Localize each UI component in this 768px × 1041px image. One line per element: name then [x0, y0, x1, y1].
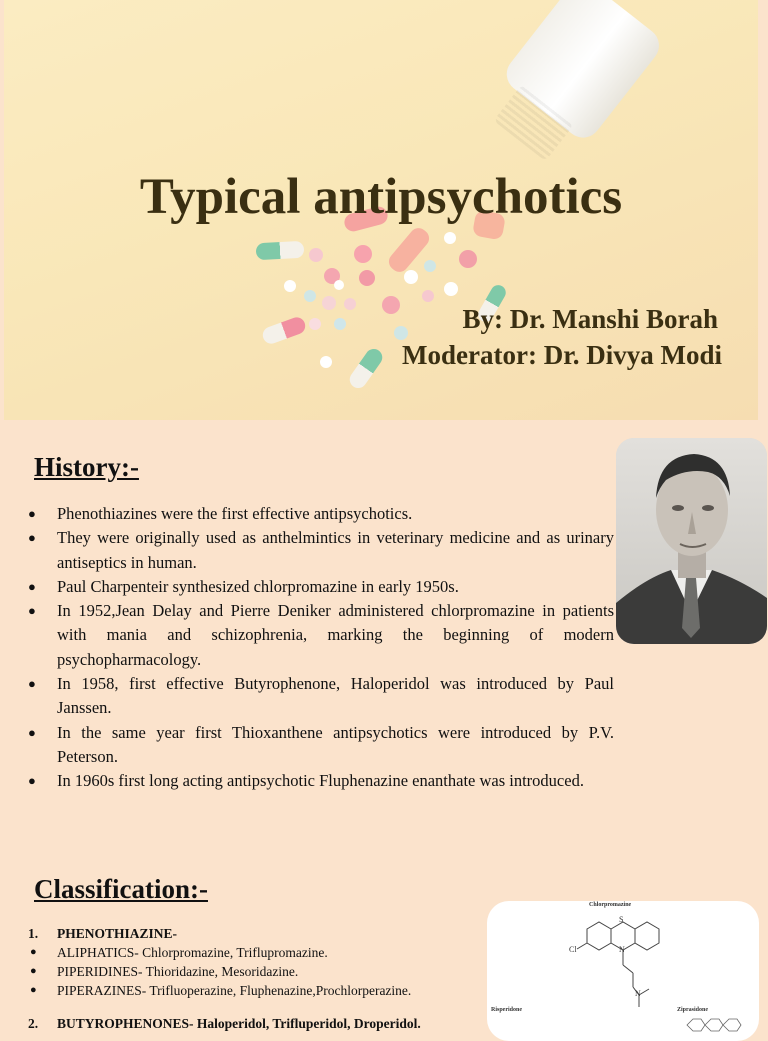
history-heading: History:-: [34, 452, 139, 482]
atom-label: S: [619, 915, 624, 924]
list-item: ● PIPERIDINES- Thioridazine, Mesoridazine.: [28, 962, 498, 981]
history-list: [28, 502, 614, 794]
atom-label: Cl: [569, 945, 577, 954]
group-title: BUTYROPHENONES- Haloperidol, Trifluperidol, Droperidol.: [57, 1016, 421, 1031]
title-slide: [4, 0, 758, 420]
moderator-line: Moderator: Dr. Divya Modi: [402, 340, 722, 370]
list-item: ● Phenothiazines were the first effective antipsychotics.: [28, 502, 614, 526]
structure-label-chlorpromazine: Chlorpromazine: [589, 902, 632, 908]
chlorpromazine-structure: [567, 915, 687, 1011]
list-item: ● PIPERAZINES- Trifluoperazine, Fluphenazine,Prochlorperazine.: [28, 981, 498, 1000]
group-number: 1.: [28, 926, 39, 941]
classification-heading: Classification:-: [34, 874, 208, 904]
group-number: 2.: [28, 1016, 39, 1031]
slide-title: Typical antipsychotics: [139, 169, 623, 225]
list-item: ● ALIPHATICS- Chlorpromazine, Triflupromazine.: [28, 943, 498, 962]
structure-label-ziprasidone: Ziprasidone: [677, 1007, 709, 1013]
list-item: ● In the same year first Thioxanthene antipsychotics were introduced by P.V. Peterson.: [28, 721, 614, 770]
structure-label-risperidone: Risperidone: [491, 1007, 523, 1013]
list-item: ● They were originally used as anthelmintics in veterinary medicine and as urinary antiseptics in human.: [28, 526, 614, 575]
class-group-phenothiazine: [28, 924, 498, 943]
portrait-photo: [616, 438, 767, 644]
list-item: ● In 1960s first long acting antipsychotic Fluphenazine enanthate was introduced.: [28, 769, 614, 793]
chemical-structures-card: [487, 901, 759, 1041]
pill-bottle-image: [456, 0, 682, 193]
list-item: ● In 1958, first effective Butyrophenone, Haloperidol was introduced by Paul Janssen.: [28, 672, 614, 721]
list-item: ● Paul Charpenteir synthesized chlorpromazine in early 1950s.: [28, 575, 614, 599]
classification-list: [28, 924, 498, 1033]
atom-label: N: [635, 989, 641, 998]
group-title: PHENOTHIAZINE-: [57, 926, 178, 941]
atom-label: N: [619, 945, 625, 954]
ziprasidone-structure: [683, 1015, 753, 1035]
author-line: By: Dr. Manshi Borah: [462, 304, 718, 334]
list-item: ● In 1952,Jean Delay and Pierre Deniker administered chlorpromazine in patients with mania and schizophrenia, marking the beginning of modern psychopharmacology.: [28, 599, 614, 672]
